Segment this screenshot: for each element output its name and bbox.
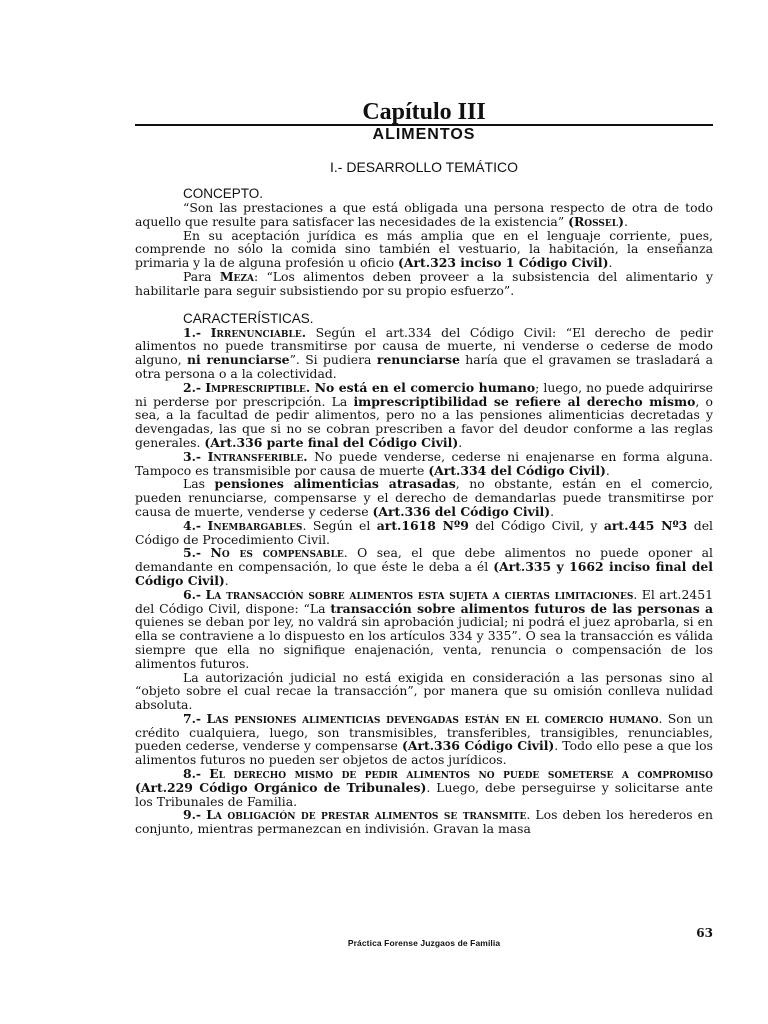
- caracteristica-6: 6.- La transacción sobre alimentos esta sujeta a ciertas limitaciones. El art.2451 del Código Civil, dispone: “La transacción sobre alimentos futuros de las personas a quienes se deban por ley, no valdrá sin aprobación judicial; ni podrá el juez aprobarla, si en ella se contraviene a lo dispuesto en los artículos 334 y 335”. O sea la transacción es válida siempre que ella no signifique enajenación, venta, renuncia o compensación de los alimentos futuros.: [135, 586, 713, 671]
- page-number: 63: [696, 926, 713, 940]
- chapter-title: Capítulo III: [362, 99, 486, 125]
- caracteristica-3: 3.- Intransferible. No puede venderse, cederse ni enajenarse en forma alguna. Tampoco es transmisible por causa de muerte (Art.334 del Código Civil).: [135, 448, 713, 478]
- page-footer: Práctica Forense Juzgaos de Familia: [347, 938, 501, 948]
- caracteristica-4: 4.- Inembargables. Según el art.1618 Nº9 del Código Civil, y art.445 Nº3 del Código de Procedimiento Civil.: [135, 517, 713, 547]
- chapter-subtitle: ALIMENTOS: [372, 126, 476, 143]
- concepto-heading: CONCEPTO.: [183, 186, 264, 201]
- concepto-paragraph-1: “Son las prestaciones a que está obligada una persona respecto de otra de todo aquello que resulte para satisfacer las necesidades de la existencia” (Rossel).: [135, 200, 713, 229]
- caracteristica-2: 2.- Imprescriptible. No está en el comercio humano; luego, no puede adquirirse ni perderse por prescripción. La imprescriptibilidad se refiere al derecho mismo, o sea, a la facultad de pedir alimentos, pero no a las pensiones alimenticias decretadas y devengadas, las que si no se cobran prescriben a favor del deudor conforme a las reglas generales. (Art.336 parte final del Código Civil).: [135, 379, 713, 450]
- caracteristica-8: 8.- El derecho mismo de pedir alimentos no puede someterse a compromiso (Art.229 Código Orgánico de Tribunales). Luego, debe perseguirse y solicitarse ante los Tribunales de Familia.: [135, 766, 713, 809]
- concepto-paragraph-3: Para Meza: “Los alimentos deben proveer a la subsistencia del alimentario y habilitarle para seguir subsistiendo por su propio esfuerzo”.: [135, 268, 713, 298]
- body-text: [135, 187, 713, 836]
- rossel-citation: (Rossel): [568, 213, 624, 229]
- caracteristica-5: 5.- No es compensable. O sea, el que debe alimentos no puede oponer al demandante en compensación, lo que éste le deba a él (Art.335 y 1662 inciso final del Código Civil).: [135, 545, 714, 588]
- caracteristicas-heading: CARACTERÍSTICAS.: [183, 310, 314, 326]
- caracteristica-6-paragraph-2: La autorización judicial no está exigida en consideración a las personas sino al “objeto sobre el cual recae la transacción”, por manera que su omisión conlleva nulidad absoluta.: [135, 669, 713, 713]
- caracteristica-7: 7.- Las pensiones alimenticias devengadas están en el comercio humano. Son un crédito cualquiera, luego, son transmisibles, transferibles, transigibles, renunciables, pueden cederse, venderse y compensarse (Art.336 Código Civil). Todo ello pese a que los alimentos futuros no pueden ser objetos de actos jurídicos.: [135, 710, 713, 768]
- caracteristica-1: 1.- Irrenunciable. Según el art.334 del Código Civil: “El derecho de pedir alimentos no puede transmitirse por causa de muerte, ni venderse o cederse de modo alguno, ni renunciarse”. Si pudiera renunciarse haría que el gravamen se trasladará a otra persona o a la colectividad.: [135, 324, 713, 381]
- concepto-paragraph-2: En su aceptación jurídica es más amplia que en el lenguaje corriente, pues, comprende no sólo la comida sino también el vestuario, la habitación, la enseñanza primaria y la de alguna profesión u oficio (Art.323 inciso 1 Código Civil).: [135, 227, 713, 271]
- caracteristica-3-paragraph-2: Las pensiones alimenticias atrasadas, no obstante, están en el comercio, pueden renunciarse, compensarse y el derecho de demandarlas puede transmitirse por causa de muerte, venderse y cederse (Art.336 del Código Civil).: [135, 476, 713, 519]
- caracteristica-9: 9.- La obligación de prestar alimentos se transmite. Los deben los herederos en conjunto, mientras permanezcan en indivisión. Gravan la masa: [135, 807, 713, 837]
- paragraph-gap: [135, 298, 713, 312]
- meza-name: Meza: [219, 268, 254, 284]
- section-title: I.- DESARROLLO TEMÁTICO: [330, 159, 518, 175]
- art323-citation: (Art.323 inciso 1 Código Civil): [398, 255, 609, 271]
